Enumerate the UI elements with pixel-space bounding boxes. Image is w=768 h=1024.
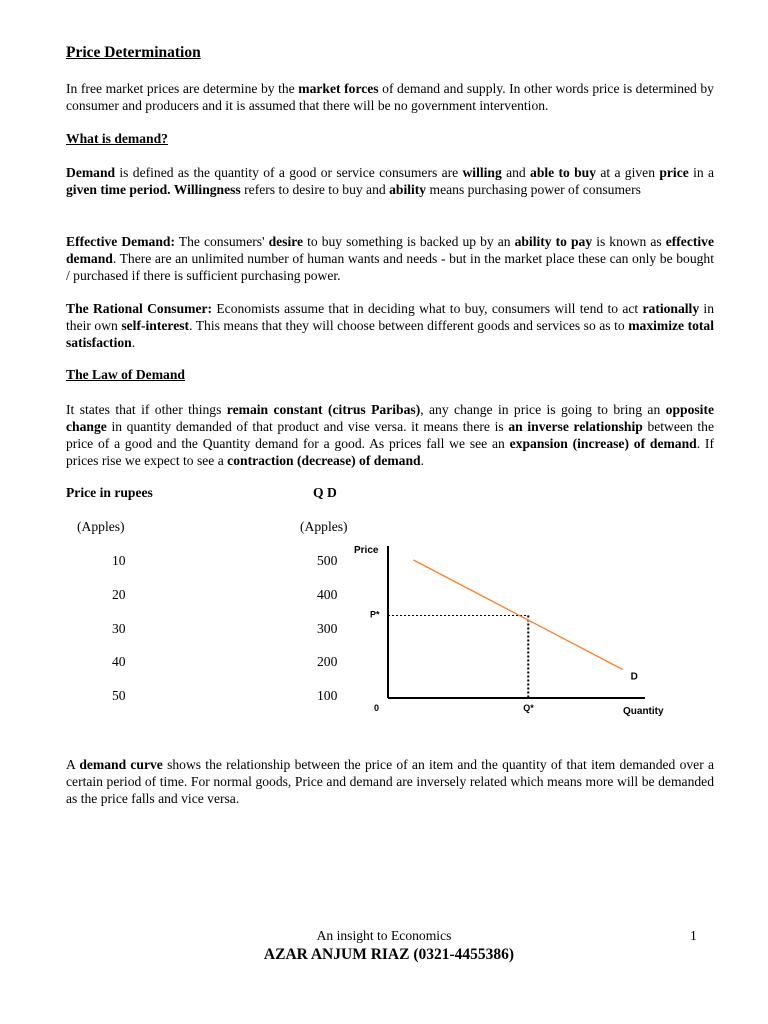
- text-run: .: [131, 335, 136, 350]
- schedule-qd-cell: 200: [317, 654, 338, 669]
- schedule-price-cell: 50: [112, 688, 126, 703]
- text-run: A: [66, 757, 80, 772]
- demand-curve-paragraph: [66, 756, 714, 807]
- bold-text: effective demand: [66, 234, 714, 266]
- x-axis-label: Quantity: [623, 706, 664, 717]
- equilibrium-quantity-label: Q*: [523, 703, 534, 713]
- schedule-qd-header: Q D: [313, 485, 337, 500]
- page-title: Price Determination: [66, 44, 201, 61]
- bold-text: ability to pay: [514, 234, 593, 249]
- law-of-demand-paragraph: [66, 401, 714, 469]
- schedule-qd-cell: 500: [317, 553, 338, 568]
- text-run: in their own: [66, 301, 714, 333]
- origin-label: 0: [374, 703, 380, 713]
- footer-subtitle: An insight to Economics: [316, 928, 452, 943]
- bold-text: The Rational Consumer:: [66, 301, 213, 316]
- bold-text: opposite change: [66, 402, 715, 434]
- text-run: . If prices rise we expect to see a: [66, 436, 714, 468]
- page-number: 1: [690, 928, 697, 943]
- text-run: The consumers': [174, 234, 269, 249]
- bold-text: remain constant (citrus Paribas): [226, 402, 421, 417]
- bold-text: price: [659, 165, 689, 180]
- text-run: in quantity demanded of that product and vise versa. it means there is: [106, 419, 509, 434]
- bold-text: contraction (decrease) of demand: [227, 453, 421, 468]
- schedule-price-cell: 30: [112, 621, 126, 636]
- schedule-price-unit: (Apples): [77, 519, 125, 534]
- demand-curve-label: D: [630, 671, 638, 683]
- schedule-price-cell: 40: [112, 654, 126, 669]
- text-run: is defined as the quantity of a good or service consumers are: [115, 165, 463, 180]
- bold-text: Effective Demand:: [66, 234, 175, 249]
- text-run: at a given: [596, 165, 660, 180]
- text-run: means purchasing power of consumers: [426, 182, 641, 197]
- schedule-qd-cell: 300: [317, 621, 338, 636]
- bold-text: demand curve: [79, 757, 163, 772]
- y-axis-label: Price: [354, 545, 379, 556]
- text-run: between the price of a good and the Quantity demand for a good. As prices fall we see an: [66, 419, 715, 451]
- text-run: . There are an unlimited number of human wants and needs - but in the market place these can only be bought / purchased if there is sufficient purchasing power.: [66, 251, 714, 283]
- text-run: Economists assume that in deciding what to buy, consumers will tend to act: [212, 301, 643, 316]
- text-run: to buy something is backed up by an: [303, 234, 515, 249]
- schedule-qd-cell: 100: [317, 688, 338, 703]
- text-run: in a: [688, 165, 715, 180]
- bold-text: able to buy: [530, 165, 597, 180]
- bold-text: ability: [389, 182, 427, 197]
- text-run: . This means that they will choose between different goods and services so as to: [189, 318, 629, 333]
- bold-text: maximize total satisfaction: [66, 318, 715, 350]
- bold-text: willing: [462, 165, 502, 180]
- demand-curve-line: [414, 560, 623, 670]
- text-run: and: [501, 165, 531, 180]
- bold-text: given time period. Willingness: [66, 182, 241, 197]
- text-run: is known as: [592, 234, 666, 249]
- effective-demand-paragraph: [66, 233, 714, 284]
- text-run: refers to desire to buy and: [240, 182, 390, 197]
- author-line: AZAR ANJUM RIAZ (0321-4455386): [263, 946, 515, 963]
- equilibrium-price-label: P*: [370, 609, 380, 620]
- demand-definition-paragraph: [66, 164, 714, 198]
- schedule-price-header: Price in rupees: [66, 485, 153, 500]
- bold-text: expansion (increase) of demand: [509, 436, 697, 451]
- law-of-demand-heading: The Law of Demand: [66, 367, 185, 382]
- text-run: .: [420, 453, 424, 468]
- rational-consumer-paragraph: [66, 300, 714, 351]
- demand-curve-chart: [340, 540, 690, 720]
- text-run: , any change in price is going to bring an: [420, 402, 666, 417]
- text-run: of demand and supply. In other words price is determined by consumer and producers and it is assumed that there will be no government intervention.: [66, 81, 714, 113]
- intro-paragraph: [66, 80, 714, 114]
- text-run: In free market prices are determine by the: [66, 81, 299, 96]
- bold-text: Demand: [66, 165, 116, 180]
- what-is-demand-heading: What is demand?: [66, 131, 168, 146]
- bold-text: desire: [268, 234, 304, 249]
- bold-text: rationally: [642, 301, 700, 316]
- bold-text: self-interest: [121, 318, 190, 333]
- schedule-qd-unit: (Apples): [300, 519, 348, 534]
- text-run: shows the relationship between the price of an item and the quantity of that item demanded over a certain period of time. For normal goods, Price and demand are inversely related which means more will be demanded as the price falls and vice versa.: [66, 757, 714, 806]
- schedule-price-cell: 10: [112, 553, 126, 568]
- schedule-price-cell: 20: [112, 587, 126, 602]
- schedule-qd-cell: 400: [317, 587, 338, 602]
- bold-text: an inverse relationship: [508, 419, 643, 434]
- bold-text: market forces: [298, 81, 379, 96]
- text-run: It states that if other things: [66, 402, 227, 417]
